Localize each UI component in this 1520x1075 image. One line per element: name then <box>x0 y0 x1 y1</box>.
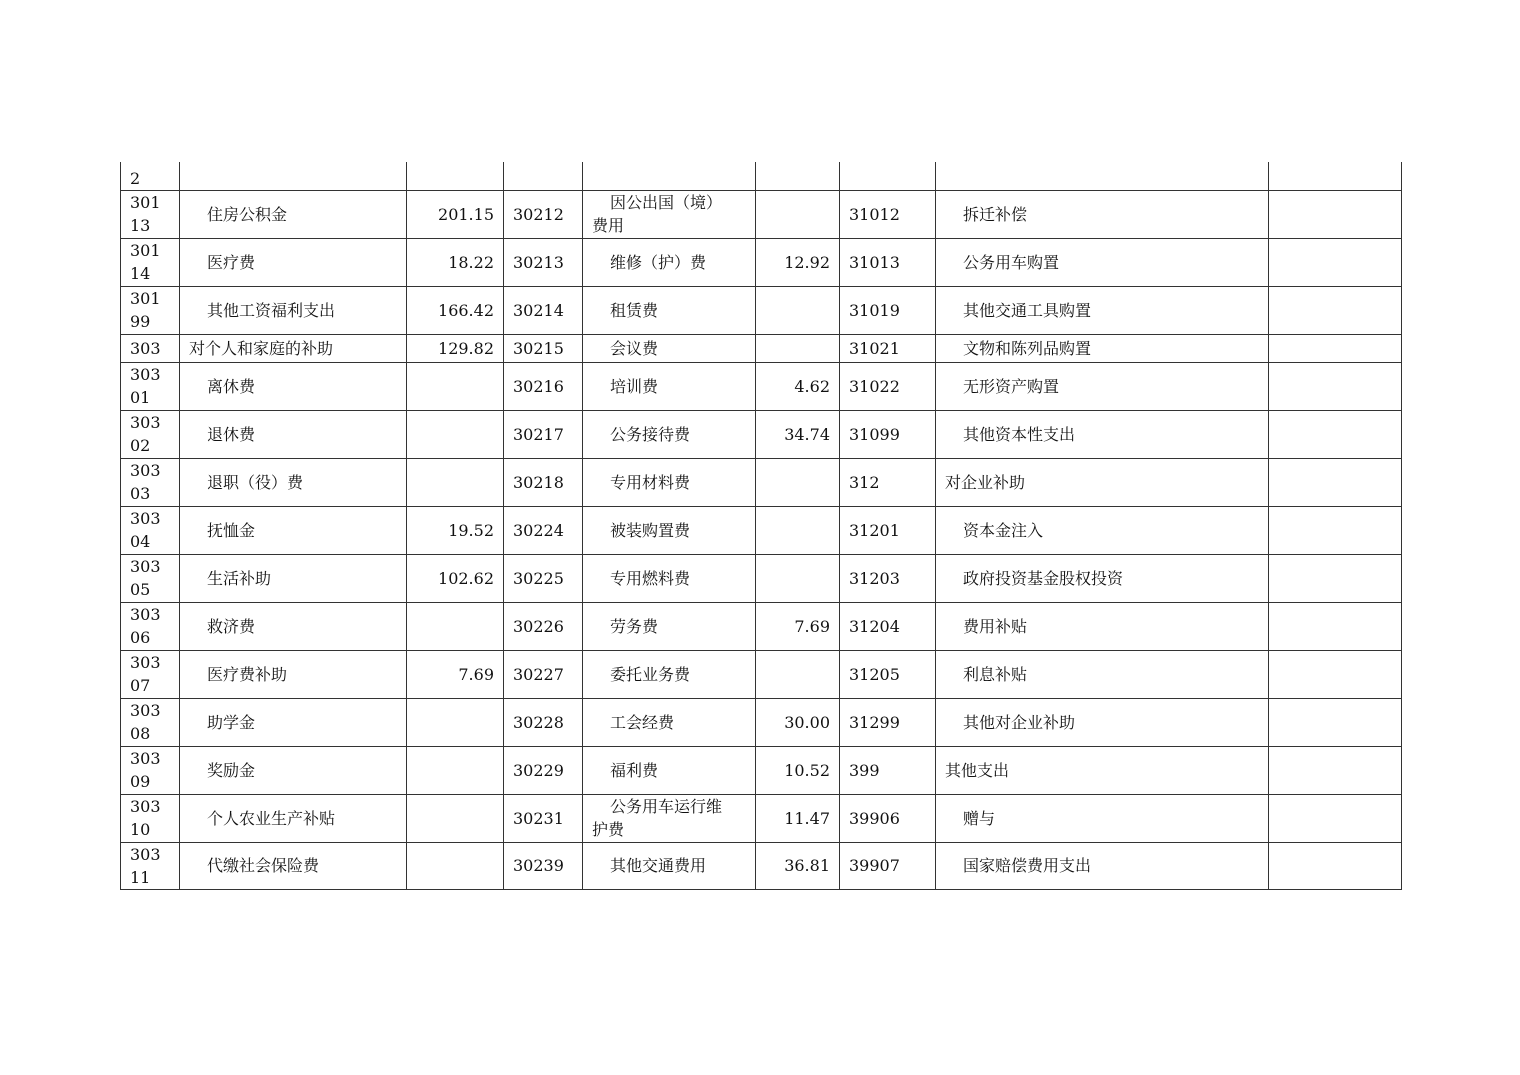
left-name-cell: 住房公积金 <box>180 190 407 238</box>
left-value-cell: 201.15 <box>407 190 504 238</box>
right-name-cell: 文物和陈列品购置 <box>936 334 1269 362</box>
table-row <box>121 162 1402 190</box>
right-code-cell: 31203 <box>840 554 936 602</box>
left-value-cell <box>407 698 504 746</box>
extra-cell <box>1269 410 1402 458</box>
left-code-text: 30302 <box>130 413 161 455</box>
right-code-cell: 31299 <box>840 698 936 746</box>
table-row <box>121 554 1402 602</box>
extra-cell <box>1269 362 1402 410</box>
left-name-cell: 救济费 <box>180 602 407 650</box>
right-name-cell: 资本金注入 <box>936 506 1269 554</box>
mid-name-cell: 维修（护）费 <box>583 238 756 286</box>
mid-name-cell <box>583 794 756 842</box>
left-code-cell <box>121 554 180 602</box>
left-code-text: 30113 <box>130 193 161 235</box>
mid-code-cell: 30215 <box>504 334 583 362</box>
mid-name-cell <box>583 190 756 238</box>
mid-code-cell: 30216 <box>504 362 583 410</box>
left-code-cell <box>121 410 180 458</box>
extra-cell <box>1269 506 1402 554</box>
extra-cell <box>1269 746 1402 794</box>
right-name-cell: 其他交通工具购置 <box>936 286 1269 334</box>
mid-code-cell: 30225 <box>504 554 583 602</box>
left-code-cell <box>121 650 180 698</box>
mid-value-cell <box>756 458 840 506</box>
left-code-cell: 303 <box>121 334 180 362</box>
mid-code-cell: 30228 <box>504 698 583 746</box>
left-value-cell: 18.22 <box>407 238 504 286</box>
right-name-cell: 公务用车购置 <box>936 238 1269 286</box>
extra-cell <box>1269 458 1402 506</box>
extra-cell <box>1269 190 1402 238</box>
left-code-cell <box>121 842 180 889</box>
left-value-cell <box>407 362 504 410</box>
table-row <box>121 842 1402 889</box>
left-code-text: 30303 <box>130 461 161 503</box>
mid-name-cell: 其他交通费用 <box>583 842 756 889</box>
mid-value-cell: 4.62 <box>756 362 840 410</box>
left-name-cell: 抚恤金 <box>180 506 407 554</box>
extra-cell <box>1269 554 1402 602</box>
mid-name-cell: 专用燃料费 <box>583 554 756 602</box>
right-name-cell: 利息补贴 <box>936 650 1269 698</box>
left-name-cell: 退职（役）费 <box>180 458 407 506</box>
left-value-cell: 102.62 <box>407 554 504 602</box>
mid-name-text: 因公出国（境）费用 <box>592 193 723 235</box>
right-name-cell <box>936 162 1269 190</box>
table-row <box>121 650 1402 698</box>
extra-cell <box>1269 238 1402 286</box>
mid-code-cell <box>504 162 583 190</box>
mid-code-cell: 30218 <box>504 458 583 506</box>
right-code-cell: 39907 <box>840 842 936 889</box>
left-code-cell <box>121 286 180 334</box>
right-name-cell: 国家赔偿费用支出 <box>936 842 1269 889</box>
left-name-cell: 对个人和家庭的补助 <box>180 334 407 362</box>
left-code-cell <box>121 190 180 238</box>
mid-value-cell: 10.52 <box>756 746 840 794</box>
table-row <box>121 458 1402 506</box>
left-code-text: 30301 <box>130 365 161 407</box>
mid-code-cell: 30217 <box>504 410 583 458</box>
right-code-cell: 31201 <box>840 506 936 554</box>
left-code-cell <box>121 238 180 286</box>
table-row <box>121 746 1402 794</box>
mid-value-cell: 30.00 <box>756 698 840 746</box>
right-code-cell: 31205 <box>840 650 936 698</box>
extra-cell <box>1269 334 1402 362</box>
left-value-cell <box>407 842 504 889</box>
left-name-cell: 奖励金 <box>180 746 407 794</box>
right-name-cell: 赠与 <box>936 794 1269 842</box>
extra-cell <box>1269 162 1402 190</box>
extra-cell <box>1269 650 1402 698</box>
mid-value-cell <box>756 334 840 362</box>
mid-value-cell: 12.92 <box>756 238 840 286</box>
left-value-cell <box>407 794 504 842</box>
mid-value-cell <box>756 554 840 602</box>
right-code-cell: 312 <box>840 458 936 506</box>
table-row <box>121 286 1402 334</box>
left-value-cell <box>407 162 504 190</box>
left-code-cell <box>121 602 180 650</box>
right-code-cell: 31099 <box>840 410 936 458</box>
extra-cell <box>1269 698 1402 746</box>
left-code-cell <box>121 746 180 794</box>
left-code-text: 30304 <box>130 509 161 551</box>
mid-name-cell: 委托业务费 <box>583 650 756 698</box>
table-row <box>121 506 1402 554</box>
mid-name-cell: 被装购置费 <box>583 506 756 554</box>
table-row <box>121 238 1402 286</box>
mid-code-cell: 30231 <box>504 794 583 842</box>
left-code-cell <box>121 794 180 842</box>
right-code-cell: 31021 <box>840 334 936 362</box>
right-name-cell: 费用补贴 <box>936 602 1269 650</box>
extra-cell <box>1269 602 1402 650</box>
table-row <box>121 334 1402 362</box>
right-code-cell: 31019 <box>840 286 936 334</box>
left-value-cell: 166.42 <box>407 286 504 334</box>
left-value-cell: 7.69 <box>407 650 504 698</box>
mid-value-cell <box>756 506 840 554</box>
mid-code-cell: 30226 <box>504 602 583 650</box>
left-code-text: 30308 <box>130 701 161 743</box>
mid-value-cell: 7.69 <box>756 602 840 650</box>
right-name-cell: 其他支出 <box>936 746 1269 794</box>
extra-cell <box>1269 286 1402 334</box>
right-code-cell: 31013 <box>840 238 936 286</box>
table-row <box>121 794 1402 842</box>
left-name-cell: 个人农业生产补贴 <box>180 794 407 842</box>
mid-code-cell: 30224 <box>504 506 583 554</box>
left-code-text: 30307 <box>130 653 161 695</box>
left-code-text: 30310 <box>130 797 161 839</box>
table-row <box>121 410 1402 458</box>
right-name-cell: 无形资产购置 <box>936 362 1269 410</box>
left-name-cell: 医疗费 <box>180 238 407 286</box>
right-code-cell: 31012 <box>840 190 936 238</box>
left-name-cell: 助学金 <box>180 698 407 746</box>
table-row <box>121 362 1402 410</box>
right-code-cell: 31204 <box>840 602 936 650</box>
left-code-text: 30305 <box>130 557 161 599</box>
right-name-cell: 对企业补助 <box>936 458 1269 506</box>
left-code-cell <box>121 458 180 506</box>
right-code-cell: 399 <box>840 746 936 794</box>
mid-name-text: 公务用车运行维护费 <box>592 797 723 839</box>
mid-value-cell <box>756 162 840 190</box>
mid-code-cell: 30212 <box>504 190 583 238</box>
left-code-cell: 2 <box>121 162 180 190</box>
mid-name-cell: 劳务费 <box>583 602 756 650</box>
mid-name-cell: 专用材料费 <box>583 458 756 506</box>
mid-name-cell: 公务接待费 <box>583 410 756 458</box>
mid-name-cell: 租赁费 <box>583 286 756 334</box>
left-code-text: 30311 <box>130 844 161 887</box>
mid-value-cell <box>756 190 840 238</box>
mid-value-cell: 34.74 <box>756 410 840 458</box>
mid-value-cell <box>756 650 840 698</box>
left-name-cell: 退休费 <box>180 410 407 458</box>
left-value-cell: 19.52 <box>407 506 504 554</box>
right-code-cell: 39906 <box>840 794 936 842</box>
mid-code-cell: 30227 <box>504 650 583 698</box>
left-value-cell <box>407 746 504 794</box>
left-name-cell: 代缴社会保险费 <box>180 842 407 889</box>
left-code-cell <box>121 698 180 746</box>
left-value-cell <box>407 458 504 506</box>
right-name-cell: 拆迁补偿 <box>936 190 1269 238</box>
left-name-cell: 医疗费补助 <box>180 650 407 698</box>
mid-name-cell: 会议费 <box>583 334 756 362</box>
right-code-cell <box>840 162 936 190</box>
mid-code-cell: 30214 <box>504 286 583 334</box>
table-row <box>121 190 1402 238</box>
left-code-text: 30306 <box>130 605 161 647</box>
mid-name-cell <box>583 162 756 190</box>
right-name-cell: 其他对企业补助 <box>936 698 1269 746</box>
left-code-text: 30309 <box>130 749 161 791</box>
left-name-cell <box>180 162 407 190</box>
expenditure-table <box>120 162 1402 890</box>
mid-name-cell: 工会经费 <box>583 698 756 746</box>
left-name-cell: 其他工资福利支出 <box>180 286 407 334</box>
mid-value-cell: 36.81 <box>756 842 840 889</box>
mid-code-cell: 30229 <box>504 746 583 794</box>
right-name-cell: 其他资本性支出 <box>936 410 1269 458</box>
left-value-cell <box>407 410 504 458</box>
left-name-cell: 生活补助 <box>180 554 407 602</box>
mid-code-cell: 30213 <box>504 238 583 286</box>
mid-name-cell: 培训费 <box>583 362 756 410</box>
mid-value-cell <box>756 286 840 334</box>
right-name-cell: 政府投资基金股权投资 <box>936 554 1269 602</box>
right-code-cell: 31022 <box>840 362 936 410</box>
left-code-text: 30199 <box>130 289 161 331</box>
left-value-cell <box>407 602 504 650</box>
left-code-text: 30114 <box>130 241 161 283</box>
mid-code-cell: 30239 <box>504 842 583 889</box>
table-row <box>121 602 1402 650</box>
left-code-cell <box>121 506 180 554</box>
mid-value-cell: 11.47 <box>756 794 840 842</box>
left-value-cell: 129.82 <box>407 334 504 362</box>
extra-cell <box>1269 794 1402 842</box>
left-code-cell <box>121 362 180 410</box>
mid-name-cell: 福利费 <box>583 746 756 794</box>
extra-cell <box>1269 842 1402 889</box>
table-row <box>121 698 1402 746</box>
left-name-cell: 离休费 <box>180 362 407 410</box>
